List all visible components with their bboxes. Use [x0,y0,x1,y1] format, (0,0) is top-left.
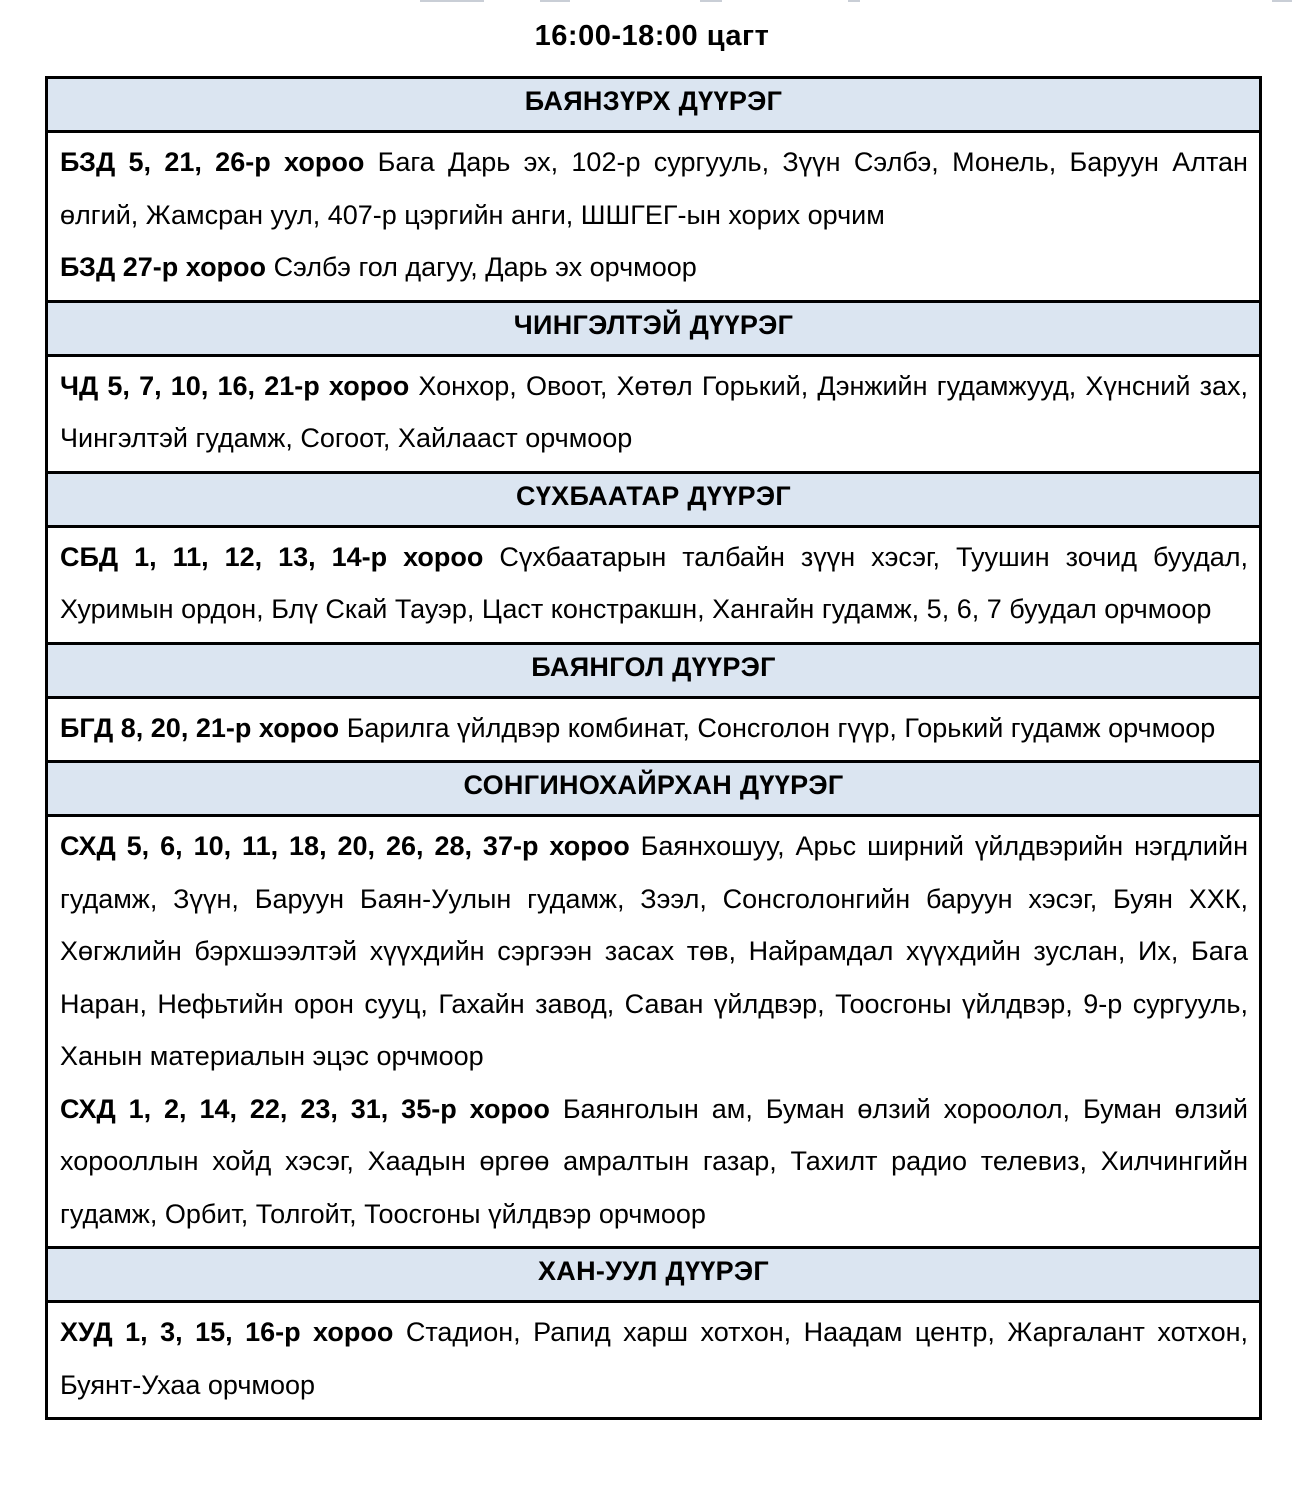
outage-entry [60,531,1248,636]
district-content-songinokhairkhan [48,817,1259,1246]
outage-entry [60,136,1248,241]
district-content-bayanzurkh [48,133,1259,300]
entry-prefix: СХД 5, 6, 10, 11, 18, 20, 26, 28, 37-р хороо [60,831,630,861]
entry-prefix: БГД 8, 20, 21-р хороо [60,712,340,743]
district-header-label: СҮХБААТАР ДҮҮРЭГ [516,480,791,511]
district-content-chingeltei [48,357,1259,471]
entry-prefix: СХД 1, 2, 14, 22, 23, 31, 35-р хороо [60,1093,550,1124]
entry-text: Сэлбэ гол дагуу, Дарь эх орчмоор [273,252,697,282]
entry-text: Хонхор, Овоот, Хөтөл Горький, Дэнжийн гудамжууд, Хүнсний зах, Чингэлтэй гудамж, Согоот, Хайлааст орчмоор [60,370,1248,453]
entry-text: Барилга үйлдвэр комбинат, Сонсголон гүүр, Горький гудамж орчмоор [346,712,1216,743]
district-content-bayangol [48,699,1259,761]
entry-prefix: СБД 1, 11, 12, 13, 14-р хороо [60,541,484,572]
district-content-khan-uul [48,1303,1259,1417]
district-header-bayanzurkh [48,79,1259,133]
district-header-label: БАЯНГОЛ ДҮҮРЭГ [531,651,776,682]
district-content-sukhbaatar [48,528,1259,642]
outage-entry [60,241,1248,294]
district-header-label: ХАН-УУЛ ДҮҮРЭГ [538,1256,769,1286]
entry-prefix: БЗД 27-р хороо [60,252,267,282]
district-header-label: ЧИНГЭЛТЭЙ ДҮҮРЭГ [513,309,794,340]
outage-entry [60,1306,1248,1411]
district-header-bayangol [48,642,1259,699]
entry-text: Стадион, Рапид харш хотхон, Наадам центр, Жаргалант хотхон, Буянт-Ухаа орчмоор [60,1317,1248,1400]
entry-text: Баянхошуу, Арьс ширний үйлдвэрийн нэгдлийн гудамж, Зүүн, Баруун Баян-Уулын гудамж, Зээл, Сонсголонгийн баруун хэсэг, Буян ХХК, Хөгжлийн бэрхшээлтэй хүүхдийн сэргээн засах төв, Найрамдал хүүхдийн зуслан, Их, Бага Наран, Нефьтийн орон сууц, Гахайн завод, Саван үйлдвэр, Тоосгоны үйлдвэр, 9-р сургууль, Ханын материалын эцэс орчмоор [60,831,1248,1071]
entry-text: Баянголын ам, Буман өлзий хороолол, Буман өлзий хорооллын хойд хэсэг, Хаадын өргөө амралтын газар, Тахилт радио телевиз, Хилчингийн гудамж, Орбит, Толгойт, Тоосгоны үйлдвэр орчмоор [60,1093,1248,1229]
outage-entry [60,702,1248,755]
entry-prefix: ХУД 1, 3, 15, 16-р хороо [60,1317,394,1347]
outage-entry [60,360,1248,465]
entry-text: Сүхбаатарын талбайн зүүн хэсэг, Туушин зочид буудал, Хуримын ордон, Блү Скай Тауэр, Цаст констракшн, Хангайн гудамж, 5, 6, 7 буудал орчмоор [60,541,1248,624]
outage-entry [60,820,1248,1083]
entry-text: Бага Дарь эх, 102-р сургууль, Зүүн Сэлбэ, Монель, Баруун Алтан өлгий, Жамсран уул, 407-р цэргийн анги, ШШГЕГ-ын хорих орчим [60,147,1248,230]
district-header-sukhbaatar [48,471,1259,528]
district-header-khan-uul [48,1246,1259,1303]
entry-prefix: БЗД 5, 21, 26-р хороо [60,147,365,177]
page-title: 16:00-18:00 цагт [534,20,770,52]
district-header-chingeltei [48,300,1259,357]
district-header-label: БАЯНЗҮРХ ДҮҮРЭГ [524,86,783,116]
district-header-label: СОНГИНОХАЙРХАН ДҮҮРЭГ [463,770,844,800]
district-header-songinokhairkhan [48,760,1259,817]
outage-schedule-table [45,76,1262,1420]
outage-entry [60,1083,1248,1241]
entry-prefix: ЧД 5, 7, 10, 16, 21-р хороо [60,370,410,401]
